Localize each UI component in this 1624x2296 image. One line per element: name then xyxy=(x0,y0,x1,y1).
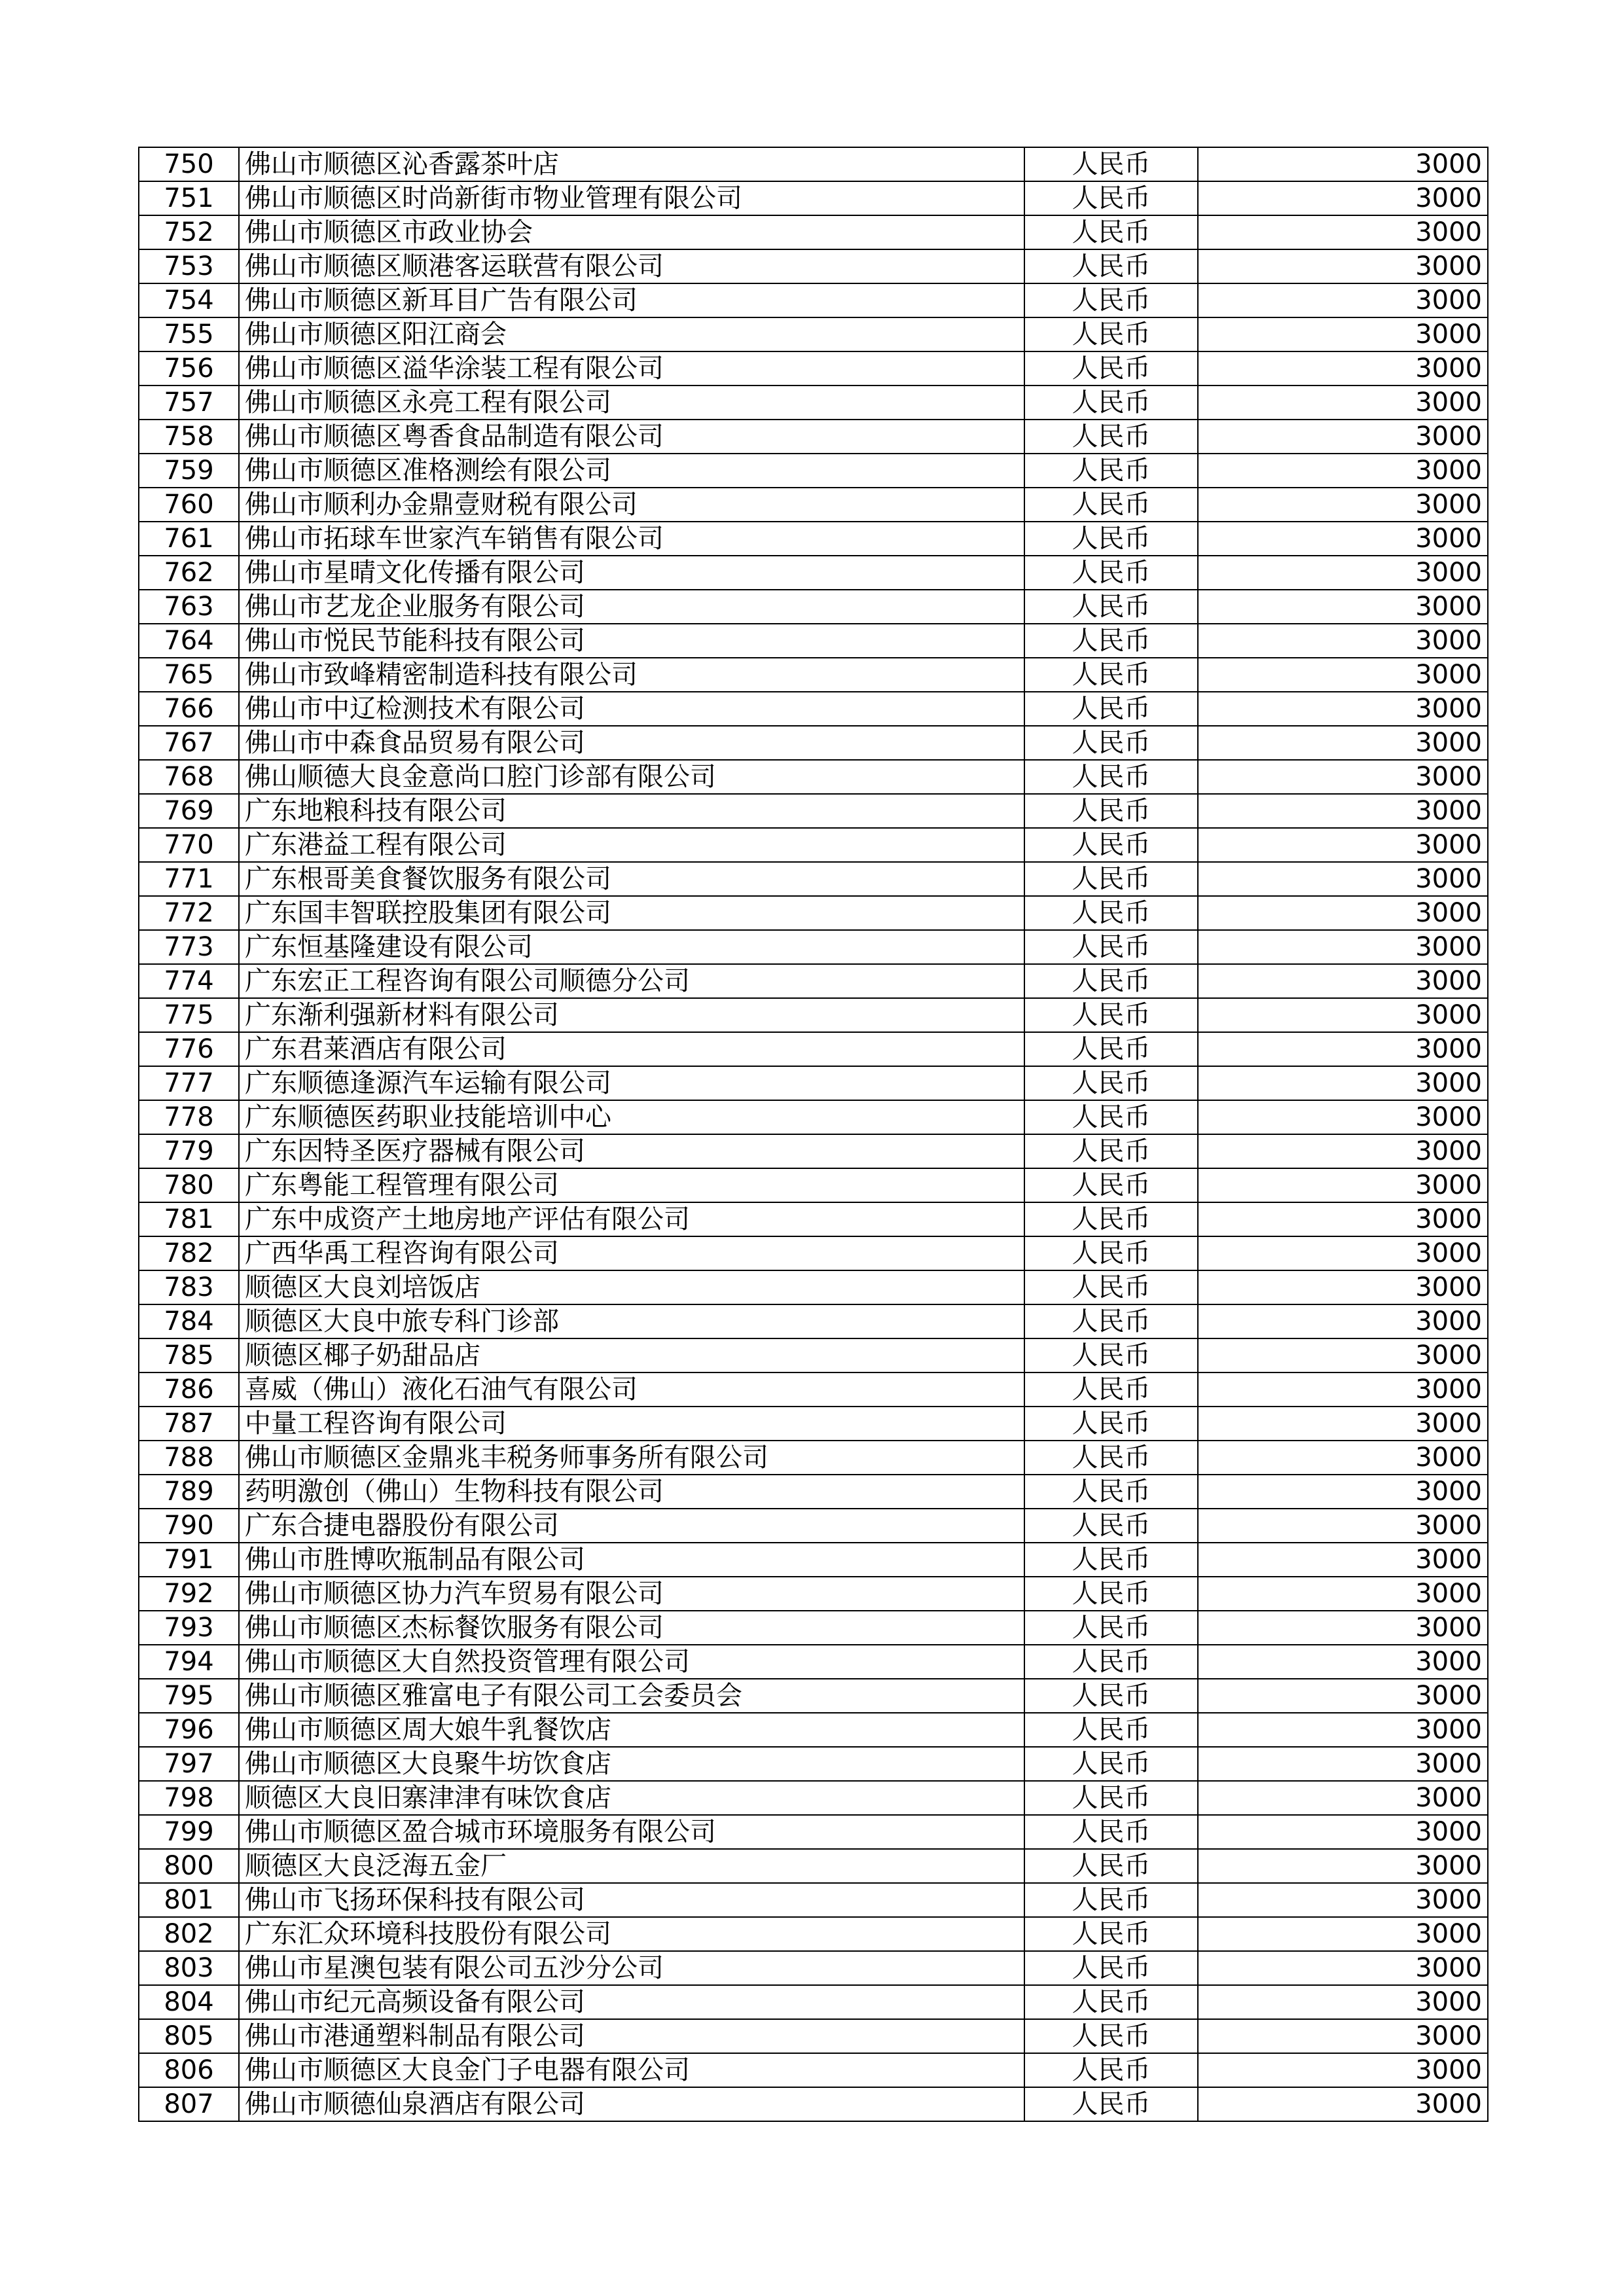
amount: 3000 xyxy=(1198,1407,1488,1441)
amount: 3000 xyxy=(1198,1781,1488,1815)
amount: 3000 xyxy=(1198,215,1488,249)
row-number: 773 xyxy=(139,930,239,964)
row-number: 780 xyxy=(139,1168,239,1202)
row-number: 786 xyxy=(139,1372,239,1407)
amount: 3000 xyxy=(1198,1168,1488,1202)
donor-name: 佛山市悦民节能科技有限公司 xyxy=(239,624,1024,658)
amount: 3000 xyxy=(1198,590,1488,624)
amount: 3000 xyxy=(1198,1985,1488,2019)
donor-name: 广东地粮科技有限公司 xyxy=(239,794,1024,828)
currency: 人民币 xyxy=(1024,1236,1198,1270)
table-row xyxy=(139,147,1488,181)
row-number: 775 xyxy=(139,998,239,1032)
table-row xyxy=(139,726,1488,760)
currency: 人民币 xyxy=(1024,624,1198,658)
currency: 人民币 xyxy=(1024,1407,1198,1441)
donor-name: 佛山市拓球车世家汽车销售有限公司 xyxy=(239,522,1024,556)
row-number: 784 xyxy=(139,1304,239,1338)
table-row xyxy=(139,386,1488,420)
table-row xyxy=(139,1304,1488,1338)
row-number: 756 xyxy=(139,351,239,386)
row-number: 800 xyxy=(139,1849,239,1883)
row-number: 753 xyxy=(139,249,239,283)
currency: 人民币 xyxy=(1024,1441,1198,1475)
currency: 人民币 xyxy=(1024,1747,1198,1781)
currency: 人民币 xyxy=(1024,2053,1198,2087)
currency: 人民币 xyxy=(1024,283,1198,317)
donor-name: 佛山市顺德仙泉酒店有限公司 xyxy=(239,2087,1024,2121)
amount: 3000 xyxy=(1198,1509,1488,1543)
donor-name: 佛山市顺利办金鼎壹财税有限公司 xyxy=(239,488,1024,522)
donor-name: 药明激创（佛山）生物科技有限公司 xyxy=(239,1475,1024,1509)
table-row xyxy=(139,692,1488,726)
currency: 人民币 xyxy=(1024,488,1198,522)
donor-name: 佛山市顺德区盈合城市环境服务有限公司 xyxy=(239,1815,1024,1849)
amount: 3000 xyxy=(1198,317,1488,351)
table-row xyxy=(139,1985,1488,2019)
amount: 3000 xyxy=(1198,1645,1488,1679)
donor-name: 广东渐利强新材料有限公司 xyxy=(239,998,1024,1032)
row-number: 785 xyxy=(139,1338,239,1372)
table-row xyxy=(139,1849,1488,1883)
donor-name: 佛山市顺德区准格测绘有限公司 xyxy=(239,454,1024,488)
donor-name: 佛山市顺德区市政业协会 xyxy=(239,215,1024,249)
row-number: 765 xyxy=(139,658,239,692)
donor-name: 佛山市顺德区大良聚牛坊饮食店 xyxy=(239,1747,1024,1781)
table-row xyxy=(139,522,1488,556)
row-number: 789 xyxy=(139,1475,239,1509)
currency: 人民币 xyxy=(1024,1917,1198,1951)
amount: 3000 xyxy=(1198,1475,1488,1509)
amount: 3000 xyxy=(1198,1577,1488,1611)
table-row xyxy=(139,556,1488,590)
amount: 3000 xyxy=(1198,1304,1488,1338)
row-number: 807 xyxy=(139,2087,239,2121)
donor-name: 佛山市顺德区杰标餐饮服务有限公司 xyxy=(239,1611,1024,1645)
table-row xyxy=(139,1407,1488,1441)
table-row xyxy=(139,1270,1488,1304)
donor-name: 广东宏正工程咨询有限公司顺德分公司 xyxy=(239,964,1024,998)
currency: 人民币 xyxy=(1024,964,1198,998)
currency: 人民币 xyxy=(1024,1781,1198,1815)
row-number: 769 xyxy=(139,794,239,828)
table-row xyxy=(139,1543,1488,1577)
row-number: 791 xyxy=(139,1543,239,1577)
row-number: 754 xyxy=(139,283,239,317)
currency: 人民币 xyxy=(1024,1032,1198,1066)
table-row xyxy=(139,249,1488,283)
amount: 3000 xyxy=(1198,692,1488,726)
currency: 人民币 xyxy=(1024,1372,1198,1407)
donor-name: 广东合捷电器股份有限公司 xyxy=(239,1509,1024,1543)
currency: 人民币 xyxy=(1024,1645,1198,1679)
table-row xyxy=(139,1883,1488,1917)
currency: 人民币 xyxy=(1024,1509,1198,1543)
amount: 3000 xyxy=(1198,726,1488,760)
amount: 3000 xyxy=(1198,658,1488,692)
table-row xyxy=(139,1475,1488,1509)
donor-name: 佛山市中辽检测技术有限公司 xyxy=(239,692,1024,726)
amount: 3000 xyxy=(1198,964,1488,998)
currency: 人民币 xyxy=(1024,1679,1198,1713)
currency: 人民币 xyxy=(1024,794,1198,828)
table-row xyxy=(139,964,1488,998)
amount: 3000 xyxy=(1198,862,1488,896)
amount: 3000 xyxy=(1198,624,1488,658)
donor-name: 佛山市顺德区阳江商会 xyxy=(239,317,1024,351)
donor-name: 佛山市星澳包装有限公司五沙分公司 xyxy=(239,1951,1024,1985)
amount: 3000 xyxy=(1198,1815,1488,1849)
currency: 人民币 xyxy=(1024,317,1198,351)
currency: 人民币 xyxy=(1024,828,1198,862)
row-number: 777 xyxy=(139,1066,239,1100)
amount: 3000 xyxy=(1198,420,1488,454)
amount: 3000 xyxy=(1198,1372,1488,1407)
amount: 3000 xyxy=(1198,1713,1488,1747)
amount: 3000 xyxy=(1198,2087,1488,2121)
table-row xyxy=(139,1372,1488,1407)
table-row xyxy=(139,1713,1488,1747)
row-number: 787 xyxy=(139,1407,239,1441)
amount: 3000 xyxy=(1198,1202,1488,1236)
amount: 3000 xyxy=(1198,1883,1488,1917)
amount: 3000 xyxy=(1198,351,1488,386)
row-number: 755 xyxy=(139,317,239,351)
currency: 人民币 xyxy=(1024,1577,1198,1611)
amount: 3000 xyxy=(1198,930,1488,964)
amount: 3000 xyxy=(1198,147,1488,181)
table-row xyxy=(139,1951,1488,1985)
donation-table xyxy=(138,147,1489,2122)
donor-name: 佛山市顺德区金鼎兆丰税务师事务所有限公司 xyxy=(239,1441,1024,1475)
donor-name: 顺德区大良旧寨津津有味饮食店 xyxy=(239,1781,1024,1815)
donor-name: 广东中成资产土地房地产评估有限公司 xyxy=(239,1202,1024,1236)
currency: 人民币 xyxy=(1024,590,1198,624)
donor-name: 佛山市顺德区协力汽车贸易有限公司 xyxy=(239,1577,1024,1611)
row-number: 768 xyxy=(139,760,239,794)
table-row xyxy=(139,862,1488,896)
row-number: 801 xyxy=(139,1883,239,1917)
currency: 人民币 xyxy=(1024,1815,1198,1849)
amount: 3000 xyxy=(1198,1951,1488,1985)
row-number: 779 xyxy=(139,1134,239,1168)
amount: 3000 xyxy=(1198,794,1488,828)
table-row xyxy=(139,794,1488,828)
donor-name: 广东因特圣医疗器械有限公司 xyxy=(239,1134,1024,1168)
row-number: 790 xyxy=(139,1509,239,1543)
table-row xyxy=(139,1679,1488,1713)
donor-name: 佛山市顺德区粤香食品制造有限公司 xyxy=(239,420,1024,454)
amount: 3000 xyxy=(1198,1441,1488,1475)
currency: 人民币 xyxy=(1024,1475,1198,1509)
row-number: 776 xyxy=(139,1032,239,1066)
donor-name: 佛山市星晴文化传播有限公司 xyxy=(239,556,1024,590)
row-number: 750 xyxy=(139,147,239,181)
table-row xyxy=(139,1645,1488,1679)
currency: 人民币 xyxy=(1024,1611,1198,1645)
donor-name: 喜威（佛山）液化石油气有限公司 xyxy=(239,1372,1024,1407)
donor-name: 佛山市中森食品贸易有限公司 xyxy=(239,726,1024,760)
currency: 人民币 xyxy=(1024,862,1198,896)
donor-name: 佛山市顺德区雅富电子有限公司工会委员会 xyxy=(239,1679,1024,1713)
currency: 人民币 xyxy=(1024,692,1198,726)
currency: 人民币 xyxy=(1024,1100,1198,1134)
table-row xyxy=(139,351,1488,386)
row-number: 781 xyxy=(139,1202,239,1236)
currency: 人民币 xyxy=(1024,1951,1198,1985)
table-row xyxy=(139,1134,1488,1168)
table-row xyxy=(139,1917,1488,1951)
amount: 3000 xyxy=(1198,1032,1488,1066)
table-row xyxy=(139,215,1488,249)
amount: 3000 xyxy=(1198,249,1488,283)
row-number: 762 xyxy=(139,556,239,590)
currency: 人民币 xyxy=(1024,147,1198,181)
donor-name: 佛山市胜博吹瓶制品有限公司 xyxy=(239,1543,1024,1577)
currency: 人民币 xyxy=(1024,1134,1198,1168)
row-number: 759 xyxy=(139,454,239,488)
table-row xyxy=(139,1577,1488,1611)
donor-name: 佛山市港通塑料制品有限公司 xyxy=(239,2019,1024,2053)
currency: 人民币 xyxy=(1024,556,1198,590)
table-row xyxy=(139,1202,1488,1236)
donor-name: 佛山市顺德区永亮工程有限公司 xyxy=(239,386,1024,420)
currency: 人民币 xyxy=(1024,1849,1198,1883)
donor-name: 顺德区椰子奶甜品店 xyxy=(239,1338,1024,1372)
currency: 人民币 xyxy=(1024,1985,1198,2019)
donor-name: 佛山市纪元高频设备有限公司 xyxy=(239,1985,1024,2019)
donor-name: 顺德区大良泛海五金厂 xyxy=(239,1849,1024,1883)
amount: 3000 xyxy=(1198,1270,1488,1304)
currency: 人民币 xyxy=(1024,249,1198,283)
currency: 人民币 xyxy=(1024,1338,1198,1372)
amount: 3000 xyxy=(1198,998,1488,1032)
donor-name: 顺德区大良中旅专科门诊部 xyxy=(239,1304,1024,1338)
table-row xyxy=(139,1815,1488,1849)
donor-name: 佛山市顺德区新耳目广告有限公司 xyxy=(239,283,1024,317)
currency: 人民币 xyxy=(1024,2087,1198,2121)
donor-name: 佛山市飞扬环保科技有限公司 xyxy=(239,1883,1024,1917)
amount: 3000 xyxy=(1198,1100,1488,1134)
amount: 3000 xyxy=(1198,1849,1488,1883)
table-row xyxy=(139,488,1488,522)
row-number: 799 xyxy=(139,1815,239,1849)
table-row xyxy=(139,283,1488,317)
row-number: 772 xyxy=(139,896,239,930)
amount: 3000 xyxy=(1198,2019,1488,2053)
row-number: 795 xyxy=(139,1679,239,1713)
currency: 人民币 xyxy=(1024,181,1198,215)
amount: 3000 xyxy=(1198,1543,1488,1577)
table-row xyxy=(139,624,1488,658)
donor-name: 广东国丰智联控股集团有限公司 xyxy=(239,896,1024,930)
currency: 人民币 xyxy=(1024,386,1198,420)
amount: 3000 xyxy=(1198,454,1488,488)
donor-name: 佛山市顺德区大自然投资管理有限公司 xyxy=(239,1645,1024,1679)
table-row xyxy=(139,1509,1488,1543)
currency: 人民币 xyxy=(1024,1066,1198,1100)
donor-name: 佛山顺德大良金意尚口腔门诊部有限公司 xyxy=(239,760,1024,794)
currency: 人民币 xyxy=(1024,1168,1198,1202)
donor-name: 佛山市艺龙企业服务有限公司 xyxy=(239,590,1024,624)
donor-name: 佛山市顺德区周大娘牛乳餐饮店 xyxy=(239,1713,1024,1747)
donor-name: 广东粤能工程管理有限公司 xyxy=(239,1168,1024,1202)
row-number: 778 xyxy=(139,1100,239,1134)
currency: 人民币 xyxy=(1024,726,1198,760)
table-row xyxy=(139,1441,1488,1475)
donor-name: 广东顺德逢源汽车运输有限公司 xyxy=(239,1066,1024,1100)
donor-name: 广东根哥美食餐饮服务有限公司 xyxy=(239,862,1024,896)
row-number: 802 xyxy=(139,1917,239,1951)
currency: 人民币 xyxy=(1024,454,1198,488)
row-number: 763 xyxy=(139,590,239,624)
row-number: 803 xyxy=(139,1951,239,1985)
table-row xyxy=(139,1781,1488,1815)
row-number: 782 xyxy=(139,1236,239,1270)
amount: 3000 xyxy=(1198,1236,1488,1270)
currency: 人民币 xyxy=(1024,1304,1198,1338)
amount: 3000 xyxy=(1198,1679,1488,1713)
currency: 人民币 xyxy=(1024,760,1198,794)
currency: 人民币 xyxy=(1024,351,1198,386)
amount: 3000 xyxy=(1198,2053,1488,2087)
table-row xyxy=(139,1611,1488,1645)
row-number: 760 xyxy=(139,488,239,522)
donor-name: 佛山市顺德区时尚新街市物业管理有限公司 xyxy=(239,181,1024,215)
table-row xyxy=(139,181,1488,215)
amount: 3000 xyxy=(1198,1134,1488,1168)
table-row xyxy=(139,2019,1488,2053)
table-row xyxy=(139,896,1488,930)
table-row xyxy=(139,2053,1488,2087)
amount: 3000 xyxy=(1198,488,1488,522)
row-number: 783 xyxy=(139,1270,239,1304)
amount: 3000 xyxy=(1198,181,1488,215)
row-number: 751 xyxy=(139,181,239,215)
currency: 人民币 xyxy=(1024,420,1198,454)
amount: 3000 xyxy=(1198,896,1488,930)
table-row xyxy=(139,590,1488,624)
donor-name: 广东顺德医药职业技能培训中心 xyxy=(239,1100,1024,1134)
row-number: 761 xyxy=(139,522,239,556)
table-row xyxy=(139,998,1488,1032)
currency: 人民币 xyxy=(1024,658,1198,692)
row-number: 798 xyxy=(139,1781,239,1815)
donor-name: 佛山市顺德区溢华涂装工程有限公司 xyxy=(239,351,1024,386)
table-row xyxy=(139,1032,1488,1066)
currency: 人民币 xyxy=(1024,1270,1198,1304)
table-row xyxy=(139,420,1488,454)
row-number: 793 xyxy=(139,1611,239,1645)
amount: 3000 xyxy=(1198,760,1488,794)
row-number: 771 xyxy=(139,862,239,896)
row-number: 758 xyxy=(139,420,239,454)
table-row xyxy=(139,2087,1488,2121)
donor-name: 佛山市顺德区大良金门子电器有限公司 xyxy=(239,2053,1024,2087)
currency: 人民币 xyxy=(1024,1883,1198,1917)
currency: 人民币 xyxy=(1024,2019,1198,2053)
amount: 3000 xyxy=(1198,283,1488,317)
table-row xyxy=(139,1236,1488,1270)
row-number: 757 xyxy=(139,386,239,420)
row-number: 766 xyxy=(139,692,239,726)
donor-name: 广东港益工程有限公司 xyxy=(239,828,1024,862)
table-row xyxy=(139,1338,1488,1372)
row-number: 764 xyxy=(139,624,239,658)
table-row xyxy=(139,1747,1488,1781)
amount: 3000 xyxy=(1198,556,1488,590)
row-number: 770 xyxy=(139,828,239,862)
currency: 人民币 xyxy=(1024,215,1198,249)
row-number: 767 xyxy=(139,726,239,760)
row-number: 752 xyxy=(139,215,239,249)
row-number: 796 xyxy=(139,1713,239,1747)
donor-name: 广东汇众环境科技股份有限公司 xyxy=(239,1917,1024,1951)
currency: 人民币 xyxy=(1024,1202,1198,1236)
amount: 3000 xyxy=(1198,1611,1488,1645)
currency: 人民币 xyxy=(1024,930,1198,964)
donor-name: 佛山市致峰精密制造科技有限公司 xyxy=(239,658,1024,692)
row-number: 806 xyxy=(139,2053,239,2087)
amount: 3000 xyxy=(1198,1747,1488,1781)
row-number: 792 xyxy=(139,1577,239,1611)
donor-name: 中量工程咨询有限公司 xyxy=(239,1407,1024,1441)
row-number: 804 xyxy=(139,1985,239,2019)
row-number: 774 xyxy=(139,964,239,998)
table-row xyxy=(139,760,1488,794)
table-row xyxy=(139,930,1488,964)
table-row xyxy=(139,1100,1488,1134)
table-row xyxy=(139,658,1488,692)
currency: 人民币 xyxy=(1024,522,1198,556)
amount: 3000 xyxy=(1198,828,1488,862)
amount: 3000 xyxy=(1198,386,1488,420)
row-number: 797 xyxy=(139,1747,239,1781)
table-row xyxy=(139,1168,1488,1202)
table-row xyxy=(139,317,1488,351)
amount: 3000 xyxy=(1198,522,1488,556)
row-number: 805 xyxy=(139,2019,239,2053)
donor-name: 佛山市顺德区沁香露茶叶店 xyxy=(239,147,1024,181)
table-row xyxy=(139,828,1488,862)
currency: 人民币 xyxy=(1024,998,1198,1032)
donor-name: 佛山市顺德区顺港客运联营有限公司 xyxy=(239,249,1024,283)
currency: 人民币 xyxy=(1024,1713,1198,1747)
donor-name: 广西华禹工程咨询有限公司 xyxy=(239,1236,1024,1270)
amount: 3000 xyxy=(1198,1066,1488,1100)
donor-name: 广东恒基隆建设有限公司 xyxy=(239,930,1024,964)
row-number: 788 xyxy=(139,1441,239,1475)
donor-name: 顺德区大良刘培饭店 xyxy=(239,1270,1024,1304)
currency: 人民币 xyxy=(1024,896,1198,930)
amount: 3000 xyxy=(1198,1917,1488,1951)
amount: 3000 xyxy=(1198,1338,1488,1372)
table-row xyxy=(139,454,1488,488)
table-body xyxy=(139,147,1488,2121)
donor-name: 广东君莱酒店有限公司 xyxy=(239,1032,1024,1066)
table-row xyxy=(139,1066,1488,1100)
row-number: 794 xyxy=(139,1645,239,1679)
currency: 人民币 xyxy=(1024,1543,1198,1577)
